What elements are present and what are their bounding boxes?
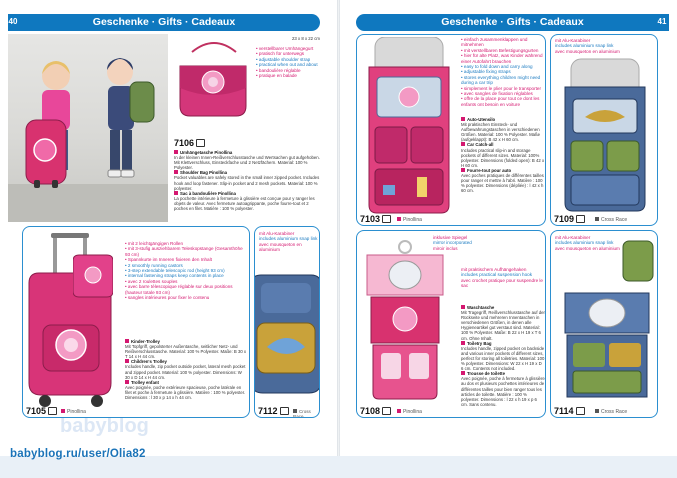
de-title: Umhängetasche Pinollina [180,150,233,155]
feature-en: • 3-step extendable telescopic rod (height 93 cm) [125,268,225,274]
left-page-number: 40 [8,17,18,26]
product-panel-7106 [172,34,322,222]
product-panel-7112 [254,226,320,418]
feature-en: includes practical suspension hook [461,272,532,278]
bullet-icon [293,409,297,413]
feature-de: • verstellbarer Umhängegurt [256,46,314,51]
box-icon [280,407,289,415]
code-text: 7109 [554,214,575,224]
brand-7112 [293,409,319,418]
en-text: Includes handle, zip pocket outside pocket, lateral mesh pocket and zipped pocket. Material: 100 % polyester. Dimensions: W 30 x D 14 x H 44 cm. [125,364,246,380]
bullet-icon [125,359,129,363]
feature-en: • easy to fold down and carry along [461,64,533,70]
feature-fr: • avec 2 roulettes souples [125,278,178,284]
brand-7108 [397,409,422,415]
en-text: Includes practical slip-in and storage pockets of different sizes. Material: 100% polyester. Dimensions (folded open): B 42 x H 60 cm. [461,147,545,168]
feature-de: mit praktischem Aufhängehaken [461,267,527,272]
code-text: 7103 [360,214,381,224]
brand-name: Pinollina [403,409,422,415]
de-title: Kinder-Trolley [131,339,160,344]
feature-de: • mit 2 leichtgängigen Rollen [125,241,184,246]
bullet-icon [61,409,65,413]
fr-text: Avec poches pratiques de différentes tailles pour ranger et mettre à l'abri. Matière : 100 % polyester. Dimensions (dépliée) : l 42 x h 60 cm. [461,173,544,194]
fr-title: Sac à bandoulière Pinollina [180,190,236,196]
feature-en: includes aluminium snap link [259,236,318,242]
fr-text: Avec poignée, poche à fermeture à glissière au dos et plusieurs pochettes intérieures de différentes tailles pour bien ranger tous les articles de toilette. Matière : 100 % polyester. Dimensions : l 22 x h 19 x p 6 cm. Sans contenu. [461,376,545,407]
de-text: Mit praktischen Einsteck- und Aufbewahrungstaschen in verschiedenen Größen. Material: 100 % Polyester. Maße (aufgeklappt): B 42 x H 60 cm. [461,122,541,143]
feature-fr: avec mousqueton en aluminium [555,48,620,54]
features-7112 [259,231,319,253]
product-panel-7114 [550,230,658,418]
feature-fr: • sangles intérieures pour fixer le contenu [125,295,210,301]
box-icon [382,215,391,223]
en-title: Toiletry Bag [467,340,492,346]
feature-fr: • pratique en balade [256,73,297,79]
left-header-title: Geschenke · Gifts · Cadeaux [92,16,236,28]
feature-en: • adjustable shoulder strap [256,56,311,62]
feature-de: • einfach zusammenklappen und mitnehmen [461,37,528,48]
bullet-icon [461,142,465,146]
feature-en: mirror incorporated [433,240,472,246]
features-7109 [555,38,655,54]
feature-fr: • bandoulière réglable [256,67,301,73]
shoulder-bag-image [174,38,252,128]
bullet-icon [397,409,401,413]
feature-de: inklusive Spiegel [433,235,468,240]
bullet-icon [125,380,129,384]
bullet-icon [595,409,599,413]
fr-text: La pochette intérieure à fermeture à glissière est conçue pour y ranger les objets de valeur. Avec fermeture autoagrippante, poche fourre-tout et 2 poches en filet. Matière : 100 % polyester. [174,195,315,212]
brand-7109 [595,217,627,223]
bullet-icon [397,217,401,221]
en-title: Children's Trolley [131,359,167,365]
fr-text: Avec poignée, poche extérieure spacieuse, poche latérale en filet et poche à fermeture à glissière. Matière : 100 % polyester. Dimensions : l 30 x p 14 x h 44 cm. [125,384,246,401]
de-text: Mit Topfgriff, gepolsterter Außentasche, seitlicher Netz- und Reißverschlusstasche. Material: 100 % Polyester. Maße: B 30 x T 14 x H 44 cm. [125,344,247,360]
de-title: Waschtasche [467,305,495,310]
product-code-7105 [26,406,57,416]
product-panel-7103 [356,34,546,226]
feature-de: • mit 3-stufig ausziehbarem Teleskopstange (Gesamthöhe 93 cm) [125,246,243,257]
children-illustration [8,34,168,222]
brand-name: Cross Race [601,409,628,415]
bullet-icon [461,168,465,172]
product-code-7103 [360,214,391,224]
bullet-icon [595,217,599,221]
page-gutter [337,0,340,478]
feature-en: includes aluminium snap link [555,240,614,246]
code-text: 7112 [258,406,278,416]
box-icon [382,407,391,415]
fr-title: Fourre-tout pour auto [467,167,512,173]
description-7108 [461,305,545,407]
en-title: Shoulder Bag Pinollina [180,170,228,176]
right-page-number: 41 [657,17,667,26]
feature-de: mit Alu-Karabiner [555,38,591,43]
feature-en: includes aluminium snap link [555,43,614,49]
fr-title: Trousse de toilette [467,371,505,377]
brand-name: Cross Race [601,217,628,223]
features-7103 [461,37,545,107]
de-text: In der kleinen Innen-Reißverschlusstasche und Wertsachen gut aufgehoben. Mit Klettverschluss, Einsteckfache und 2 Netzfächern. Material: 100 % Polyester. [174,155,320,171]
feature-de: • pratisch für unterwegs [256,51,305,57]
de-title: Auto-Utensilo [467,117,496,122]
product-code-7106 [174,138,205,148]
bullet-icon [174,170,178,174]
feature-fr: avec mousqueton en aluminium [259,241,302,253]
product-panel-7105 [22,226,250,418]
feature-fr: • avec barre télescopique réglable sur deux positions (hauteur totale 93 cm) [125,284,233,295]
en-text: Includes handle, zipped pocket on backside and various inner pockets of different sizes, perfect for storing all toiletries. Material: 100 % polyester. Dimensions: W 22 x H 19 x D 6 cm. Contents not included. [461,345,545,372]
product-panel-7108 [356,230,546,418]
box-icon [48,407,57,415]
bullet-icon [461,117,465,121]
feature-de: • Spannkurte im Inneren fixieren den Inhalt [125,257,212,263]
car-organizer-image [361,37,457,215]
brand-name: Pinollina [403,217,422,223]
bullet-icon [461,341,465,345]
feature-en: • 2 smoothly running castors [125,262,183,268]
product-code-7108 [360,406,391,416]
code-text: 7106 [174,138,195,148]
toiletry-bag-image [361,239,461,403]
boys-backpack-image [254,263,320,399]
feature-en: • practical when out and about [256,62,318,68]
feature-de: mit Alu-Karabiner [259,231,295,236]
right-header-title: Geschenke · Gifts · Cadeaux [441,16,584,28]
feature-en: • stores everything children might need during a car trip [461,74,541,86]
boys-toiletry-bag-image [557,235,657,403]
backpack-image [73,249,113,299]
code-text: 7105 [26,406,47,416]
bullet-icon [174,191,178,195]
features-7106 [256,46,320,78]
brand-name: Cross Race [293,409,311,418]
brand-name: Pinollina [67,409,86,415]
feature-en: • adjustable fixing straps [461,69,511,75]
bullet-icon [125,339,129,343]
left-page-header [8,14,320,31]
box-icon [576,215,585,223]
feature-fr: • offre de la place pour tout ce dont les enfants ont besoin en voiture [461,96,540,107]
brand-7114 [595,409,627,415]
feature-de: mit Alu-Karabiner [555,235,591,240]
product-code-7114 [554,406,585,416]
product-panel-7109 [550,34,658,226]
features-mid-7108 [461,267,545,289]
feature-fr: miroir inclus [433,245,458,251]
feature-de: • hier für alte Platz, was Kinder während einer Autofahrt brauchen [461,53,543,64]
bullet-icon [461,305,465,309]
feature-fr: • simplement le plier pour le transporter [461,85,541,91]
box-icon [196,139,205,147]
feature-de: • mit verstellbaren Befestigungsgurten [461,47,539,53]
watermark-logo: babyblog [60,415,149,437]
feature-fr: avec mousqueton en aluminium [555,245,620,251]
en-text: Pocket valuables are safely stored in the small inner zipped pocket. Includes hook and loop fastener. Slip-in pocket and 2 mesh pockets. Material: 100 % polyester. [174,175,320,191]
product-code-7112 [258,406,289,416]
product-code-7109 [554,214,585,224]
feature-fr: • avec sangles de fixation réglables [461,91,533,97]
bullet-icon [174,150,178,154]
description-7103 [461,117,545,193]
bullet-icon [461,371,465,375]
description-7105 [125,339,247,400]
feature-en: • internal fastening straps keep contents in place [125,273,224,279]
right-page-header [356,14,669,31]
watermark-text: babyblog.ru/user/Olia82 [10,448,146,460]
feature-fr: avec crochet pratique pour suspendre le sac [461,277,543,289]
children-photo [8,34,168,222]
features-7105 [125,241,247,300]
code-text: 7114 [554,406,574,416]
box-icon [576,407,585,415]
fr-title: Trolley enfant [131,379,159,385]
en-title: Car Catch-all [467,142,494,148]
size-label-7106: 23 x 8 x 22 cm [292,36,320,41]
code-text: 7108 [360,406,381,416]
description-7106 [174,150,320,211]
brand-7103 [397,217,422,223]
de-text: Mit Tragegriff, Reißverschlusstasche auf der Rückseite und mehreren Innentaschen in verschiedenen Größen, in denen alle Hygieneartikel gut verstaut sind. Material: 100 % Polyester. Maße: B 22 x H 19 x T 6 cm. Ohne Inhalt. [461,310,545,341]
boys-car-organizer-image [557,57,653,213]
